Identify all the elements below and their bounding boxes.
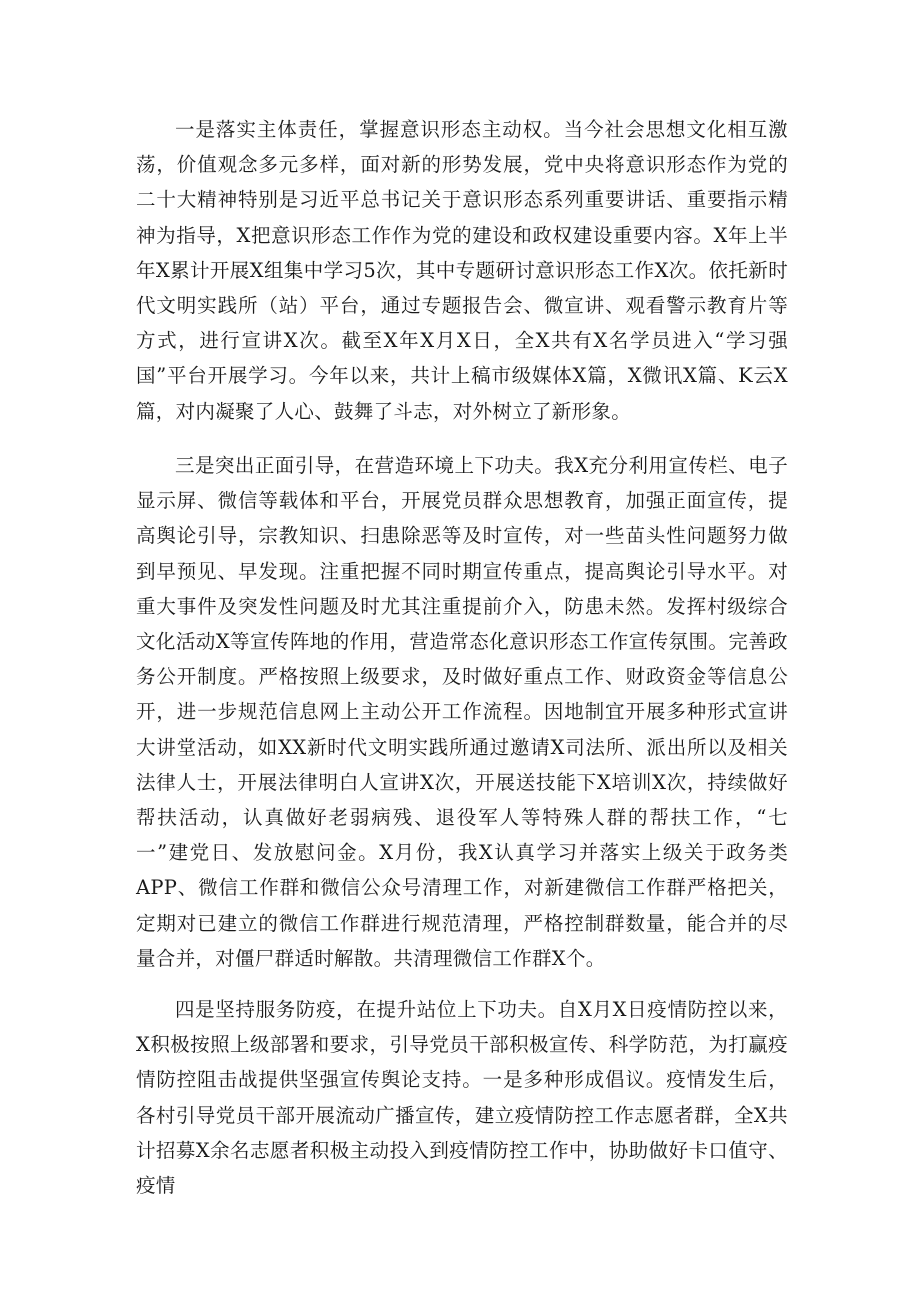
paragraph-positive-guidance: 三是突出正面引导，在营造环境上下功夫。我X充分利用宣传栏、电子显示屏、微信等载体和平台，开展党员群众思想教育，加强正面宣传，提高舆论引导，宗教知识、扫患除恶等及时宣传，对一些苗头性问题努力做到早预见、早发现。注重把握不同时期宣传重点，提高舆论引导水平。对重大事件及突发性问题及时尤其注重提前介入，防患未然。发挥村级综合文化活动X等宣传阵地的作用，营造常态化意识形态工作宣传氛围。完善政务公开制度。严格按照上级要求，及时做好重点工作、财政资金等信息公开，进一步规范信息网上主动公开工作流程。因地制宜开展多种形式宣讲大讲堂活动，如XX新时代文明实践所通过邀请X司法所、派出所以及相关法律人士，开展法律明白人宣讲X次，开展送技能下X培训X次，持续做好帮扶活动，认真做好老弱病残、退役军人等特殊人群的帮扶工作，“七一”建党日、发放慰问金。X月份，我X认真学习并落实上级关于政务类APP、微信工作群和微信公众号清理工作，对新建微信工作群严格把关，定期对已建立的微信工作群进行规范清理，严格控制群数量，能合并的尽量合并，对僵尸群适时解散。共清理微信工作群X个。 (136, 454, 788, 970)
paragraph-epidemic-service: 四是坚持服务防疫，在提升站位上下功夫。自X月X日疫情防控以来，X积极按照上级部署和要求，引导党员干部积极宣传、科学防范，为打赢疫情防控阻击战提供坚强宣传舆论支持。一是多种形成倡议。疫情发生后，各村引导党员干部开展流动广播宣传，建立疫情防控工作志愿者群，全X共计招募X余名志愿者积极主动投入到疫情防控工作中，协助做好卡口值守、疫情 (136, 998, 788, 1198)
paragraph-ideology-responsibility: 一是落实主体责任，掌握意识形态主动权。当今社会思想文化相互激荡，价值观念多元多样，面对新的形势发展，党中央将意识形态作为党的二十大精神特别是习近平总书记关于意识形态系列重要讲话、重要指示精神为指导，X把意识形态工作作为党的建设和政权建设重要内容。X年上半年X累计开展X组集中学习5次，其中专题研讨意识形态工作X次。依托新时代文明实践所（站）平台，通过专题报告会、微宣讲、观看警示教育片等方式，进行宣讲X次。截至X年X月X日，全X共有X名学员进入“学习强国”平台开展学习。今年以来，共计上稿市级媒体X篇，X微讯X篇、K云X篇，对内凝聚了人心、鼓舞了斗志，对外树立了新形象。 (136, 118, 788, 423)
